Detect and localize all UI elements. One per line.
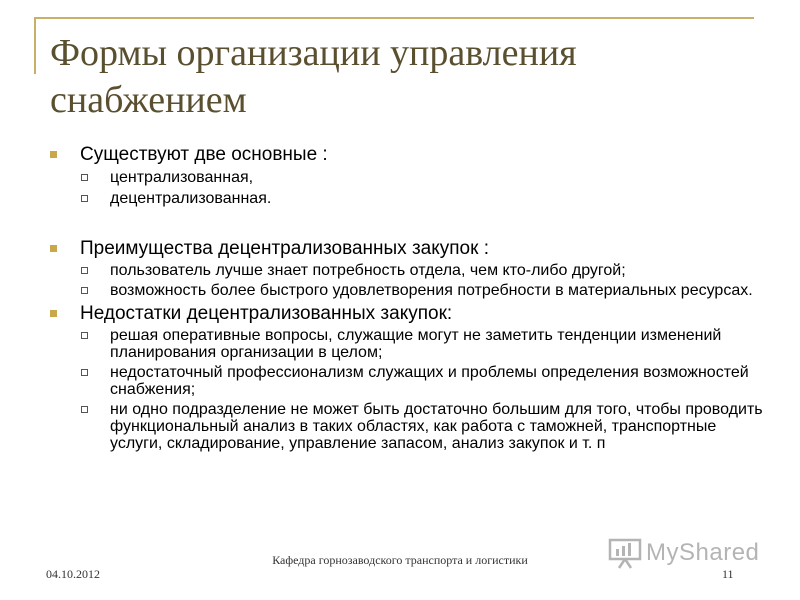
subbullet-text: децентрализованная. — [110, 190, 272, 207]
bullet-text: Недостатки децентрализованных закупок: — [80, 303, 453, 324]
subbullet-disadvantage-2 — [50, 364, 770, 398]
watermark — [608, 536, 768, 570]
square-bullet-icon — [50, 151, 57, 158]
bullet-text: Существуют две основные : — [80, 144, 328, 165]
bullet-advantages — [50, 238, 770, 259]
hollow-square-bullet-icon — [81, 174, 88, 181]
subbullet-centralized — [50, 169, 770, 186]
bullet-disadvantages — [50, 303, 770, 324]
hollow-square-bullet-icon — [81, 267, 88, 274]
watermark-text: MyShared — [646, 539, 760, 566]
presentation-board-icon — [608, 537, 642, 569]
hollow-square-bullet-icon — [81, 332, 88, 339]
slide-content — [50, 144, 770, 452]
bullet-text: Преимущества децентрализованных закупок : — [80, 238, 489, 259]
subbullet-advantage-1 — [50, 262, 770, 279]
subbullet-text: централизованная, — [110, 169, 254, 186]
hollow-square-bullet-icon — [81, 406, 88, 413]
bullet-main-types — [50, 144, 770, 165]
subbullet-text: пользователь лучше знает потребность отдела, чем кто-либо другой; — [110, 262, 626, 279]
subbullet-advantage-2 — [50, 282, 770, 299]
hollow-square-bullet-icon — [81, 287, 88, 294]
subbullet-text: недостаточный профессионализм служащих и проблемы определения возможностей снабжения; — [110, 364, 749, 398]
square-bullet-icon — [50, 245, 57, 252]
footer-department: Кафедра горнозаводского транспорта и логистики — [272, 553, 528, 567]
hollow-square-bullet-icon — [81, 195, 88, 202]
title-frame-left — [34, 17, 36, 74]
subbullet-decentralized — [50, 190, 770, 207]
subbullet-disadvantage-1 — [50, 327, 770, 361]
footer-date: 04.10.2012 — [46, 567, 100, 581]
footer-page-number: 11 — [722, 567, 734, 581]
subbullet-disadvantage-3 — [50, 401, 770, 452]
title-frame-top — [34, 17, 754, 19]
subbullet-text: решая оперативные вопросы, служащие могут не заметить тенденции изменений планирования организации в целом; — [110, 327, 722, 361]
subbullet-text: возможность более быстрого удовлетворения потребности в материальных ресурсах. — [110, 282, 753, 299]
slide-title: Формы организации управления снабжением — [50, 32, 577, 121]
square-bullet-icon — [50, 310, 57, 317]
subbullet-text: ни одно подразделение не может быть достаточно большим для того, чтобы проводить функциональный анализ в таких областях, как работа с таможней, транспортные услуги, складирование, управление запасом, анализ закупок и т. п — [110, 401, 763, 452]
hollow-square-bullet-icon — [81, 369, 88, 376]
